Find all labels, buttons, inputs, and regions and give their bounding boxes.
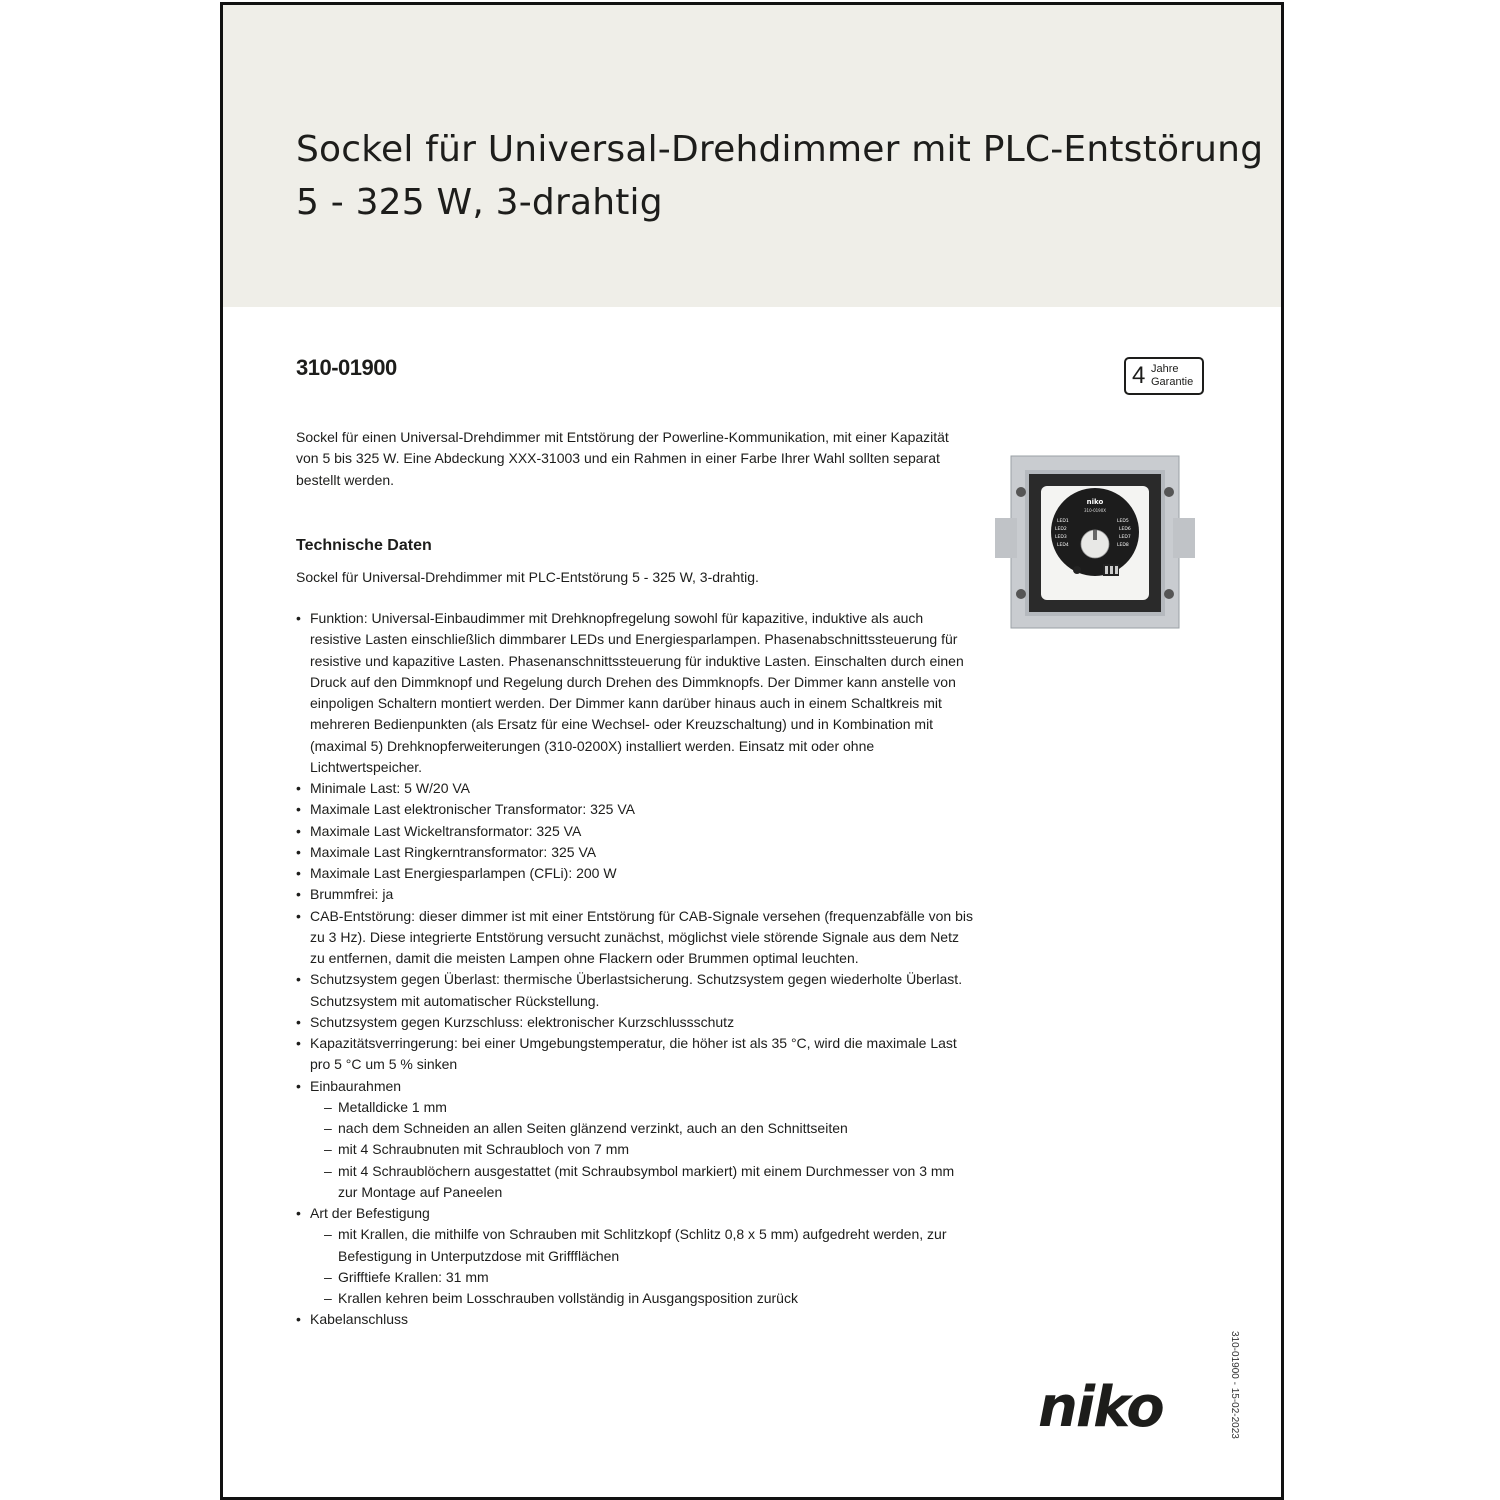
spec-list xyxy=(296,608,976,1331)
product-image xyxy=(995,448,1195,638)
sub-item: – Grifftiefe Krallen: 31 mm xyxy=(324,1268,489,1285)
svg-text:niko: niko xyxy=(1038,1380,1163,1432)
led-label-right-1: LED5 xyxy=(1117,519,1129,524)
datasheet-page xyxy=(220,2,1284,1500)
article-number: 310-01900 xyxy=(296,355,397,380)
product-brand-label: niko xyxy=(1086,498,1104,506)
led-label-left-3: LED3 xyxy=(1055,535,1067,540)
spec-item: • Maximale Last Energiesparlampen (CFLi): 200 W xyxy=(296,863,976,884)
spec-item: • Schutzsystem gegen Kurzschluss: elektronischer Kurzschlussschutz xyxy=(296,1012,976,1033)
befestigung-sublist xyxy=(310,1224,976,1309)
niko-logo xyxy=(1038,1380,1208,1432)
technical-data-heading: Technische Daten xyxy=(296,537,432,554)
led-label-left-1: LED1 xyxy=(1057,519,1069,524)
title-line-2: 5 - 325 W, 3-drahtig xyxy=(296,182,663,223)
document-code: 310-01900 - 15-02-2023 xyxy=(1229,1331,1240,1439)
led-label-left-2: LED2 xyxy=(1055,527,1067,532)
spec-item: • Brummfrei: ja xyxy=(296,884,976,905)
sub-item: – mit Krallen, die mithilfe von Schrauben mit Schlitzkopf (Schlitz 0,8 x 5 mm) aufgedreht werden, zur Befestigung in Unterputzdose mit Griffflächen xyxy=(324,1226,947,1264)
spec-item: • Funktion: Universal-Einbaudimmer mit Drehknopfregelung sowohl für kapazitive, induktive als auch resistive Lasten einschließlich dimmbarer LEDs und Energiesparlampen. Phasenabschnittssteuerung für resistive und kapazitive Lasten. Phasenanschnittssteuerung für induktive Lasten. Einschalten durch einen Druck auf den Dimmknopf und Regelung durch Drehen des Dimmknopfs. Der Dimmer kann anstelle von einpoligen Schaltern montiert werden. Der Dimmer kann darüber hinaus auch in einem Schaltkreis mit mehreren Bedienpunkten (als Ersatz für eine Wechsel- oder Kreuzschaltung) und in Kombination mit (maximal 5) Drehknopferweiterungen (310-0200X) installiert werden. Einsatz mit oder ohne Lichtwertspeicher. xyxy=(296,608,976,778)
spec-item-befestigung: • Art der Befestigung – mit Krallen, die mithilfe von Schrauben mit Schlitzkopf (Schlitz 0,8 x 5 mm) aufgedreht werden, zur Befestigung in Unterputzdose mit Griffflächen – Grifftiefe Krallen: 31 mm – Krallen kehren beim Losschrauben vollständig in Ausgangsposition zurück xyxy=(296,1203,976,1309)
warranty-label-line-1: Jahre xyxy=(1151,363,1179,375)
spec-item-einbaurahmen: • Einbaurahmen – Metalldicke 1 mm – nach dem Schneiden an allen Seiten glänzend verzinkt, auch an den Schnittseiten – mit 4 Schraubnuten mit Schraubloch von 7 mm – mit 4 Schraublöchern ausgestattet (mit Schraubsymbol markiert) mit einem Durchmesser von 3 mm zur Montage auf Paneelen xyxy=(296,1076,976,1204)
sub-item: – Metalldicke 1 mm xyxy=(324,1098,447,1115)
sub-item: – nach dem Schneiden an allen Seiten glänzend verzinkt, auch an den Schnittseiten xyxy=(324,1120,848,1136)
intro-paragraph: Sockel für einen Universal-Drehdimmer mit Entstörung der Powerline-Kommunikation, mit einer Kapazität von 5 bis 325 W. Eine Abdeckung XXX-31003 und ein Rahmen in einer Farbe Ihrer Wahl sollten separat bestellt werden. xyxy=(296,429,949,488)
technical-summary: Sockel für Universal-Drehdimmer mit PLC-Entstörung 5 - 325 W, 3-drahtig. xyxy=(296,569,759,585)
spec-item: • Maximale Last elektronischer Transformator: 325 VA xyxy=(296,799,976,820)
title-banner xyxy=(223,5,1281,307)
sub-item: – mit 4 Schraubnuten mit Schraubloch von 7 mm xyxy=(324,1141,630,1158)
spec-item: • Schutzsystem gegen Überlast: thermische Überlastsicherung. Schutzsystem gegen wiederholte Überlast. Schutzsystem mit automatischer Rückstellung. xyxy=(296,969,976,1012)
warranty-label-line-2: Garantie xyxy=(1151,376,1194,388)
einbaurahmen-sublist xyxy=(310,1097,976,1203)
spec-item: • Minimale Last: 5 W/20 VA xyxy=(296,778,976,799)
spec-item: • Maximale Last Wickeltransformator: 325 VA xyxy=(296,821,976,842)
sub-item: – mit 4 Schraublöchern ausgestattet (mit Schraubsymbol markiert) mit einem Durchmesser von 3 mm zur Montage auf Paneelen xyxy=(324,1162,955,1200)
spec-item: • Kapazitätsverringerung: bei einer Umgebungstemperatur, die höher ist als 35 °C, wird die maximale Last pro 5 °C um 5 % sinken xyxy=(296,1033,976,1076)
product-model-label: 310-0190X xyxy=(1084,508,1106,513)
spec-item: • Kabelanschluss xyxy=(296,1309,976,1330)
warranty-years-number: 4 xyxy=(1132,362,1146,389)
led-label-right-2: LED6 xyxy=(1119,527,1131,532)
page-title xyxy=(296,123,1264,229)
led-label-right-4: LED8 xyxy=(1117,543,1129,548)
sub-item: – Krallen kehren beim Losschrauben vollständig in Ausgangsposition zurück xyxy=(324,1290,798,1306)
spec-item: • Maximale Last Ringkerntransformator: 325 VA xyxy=(296,842,976,863)
led-label-left-4: LED4 xyxy=(1057,543,1069,548)
led-label-right-3: LED7 xyxy=(1119,535,1131,540)
title-line-1: Sockel für Universal-Drehdimmer mit PLC-Entstörung xyxy=(296,129,1264,170)
spec-item: • CAB-Entstörung: dieser dimmer ist mit einer Entstörung für CAB-Signale versehen (frequenzabfälle von bis zu 3 Hz). Diese integrierte Entstörung versucht zunächst, möglichst viele störende Signale aus dem Netz zu entfernen, damit die meisten Lampen ohne Flackern oder Brummen optimal leuchten. xyxy=(296,906,976,970)
warranty-badge xyxy=(1124,357,1204,395)
